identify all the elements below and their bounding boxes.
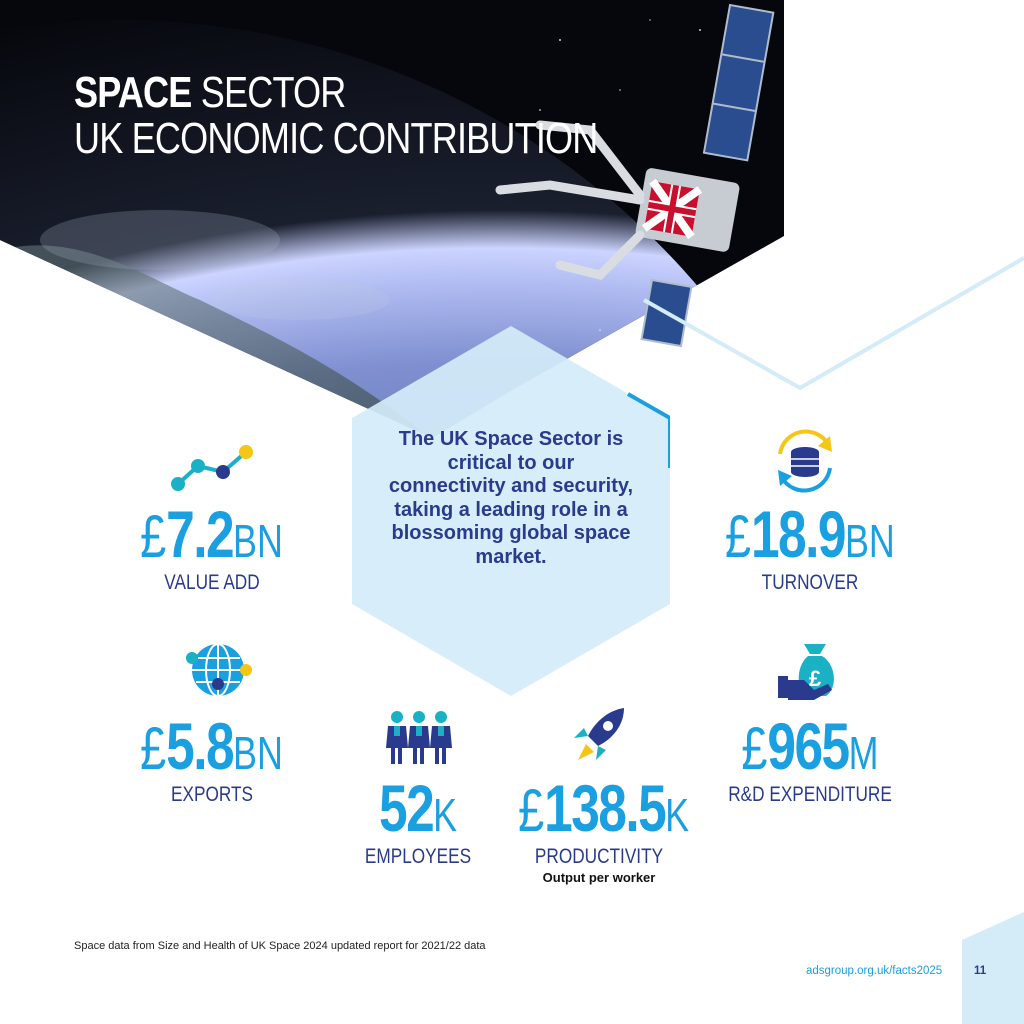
coin-stack-cycle-icon [768,428,842,494]
svg-text:£: £ [808,666,822,691]
stat-value: £138.5K [518,771,690,845]
stat-productivity [494,770,704,885]
line-graph-icon [168,444,258,494]
title-light: SECTOR [200,68,346,117]
rocket-icon [570,706,628,768]
stat-label: TURNOVER [761,571,859,594]
globe-network-icon [182,640,256,700]
stat-exports [112,708,312,806]
stat-label: PRODUCTIVITY [534,845,664,868]
stat-value-add [112,496,312,594]
stat-value: £965M [741,709,879,783]
stat-value: £5.8BN [140,709,284,783]
title-bold: SPACE [74,68,192,117]
source-footnote: Space data from Size and Health of UK Space 2024 updated report for 2021/22 data [74,940,486,952]
title-line2: UK ECONOMIC CONTRIBUTION [74,114,598,163]
page-number: 11 [974,965,987,977]
stat-label: EXPORTS [171,783,253,806]
stat-label: R&D EXPENDITURE [728,783,892,806]
stat-rd-expenditure [700,708,920,806]
people-group-icon [386,710,452,766]
page-title [74,70,712,162]
hexagon-statement: The UK Space Sector is critical to our connectivity and security, taking a leading role in a blossoming global space market. [388,428,634,568]
stat-value: £18.9BN [725,497,895,571]
money-bag-hand-icon [778,640,840,702]
stat-value: 52K [378,771,458,845]
stat-turnover [700,496,920,594]
stat-label: EMPLOYEES [364,845,472,868]
stat-employees [348,770,488,868]
stat-sublabel: Output per worker [542,870,656,885]
stat-label: VALUE ADD [164,571,260,594]
footer-url[interactable]: adsgroup.org.uk/facts2025 [806,965,943,977]
stat-value: £7.2BN [140,497,284,571]
